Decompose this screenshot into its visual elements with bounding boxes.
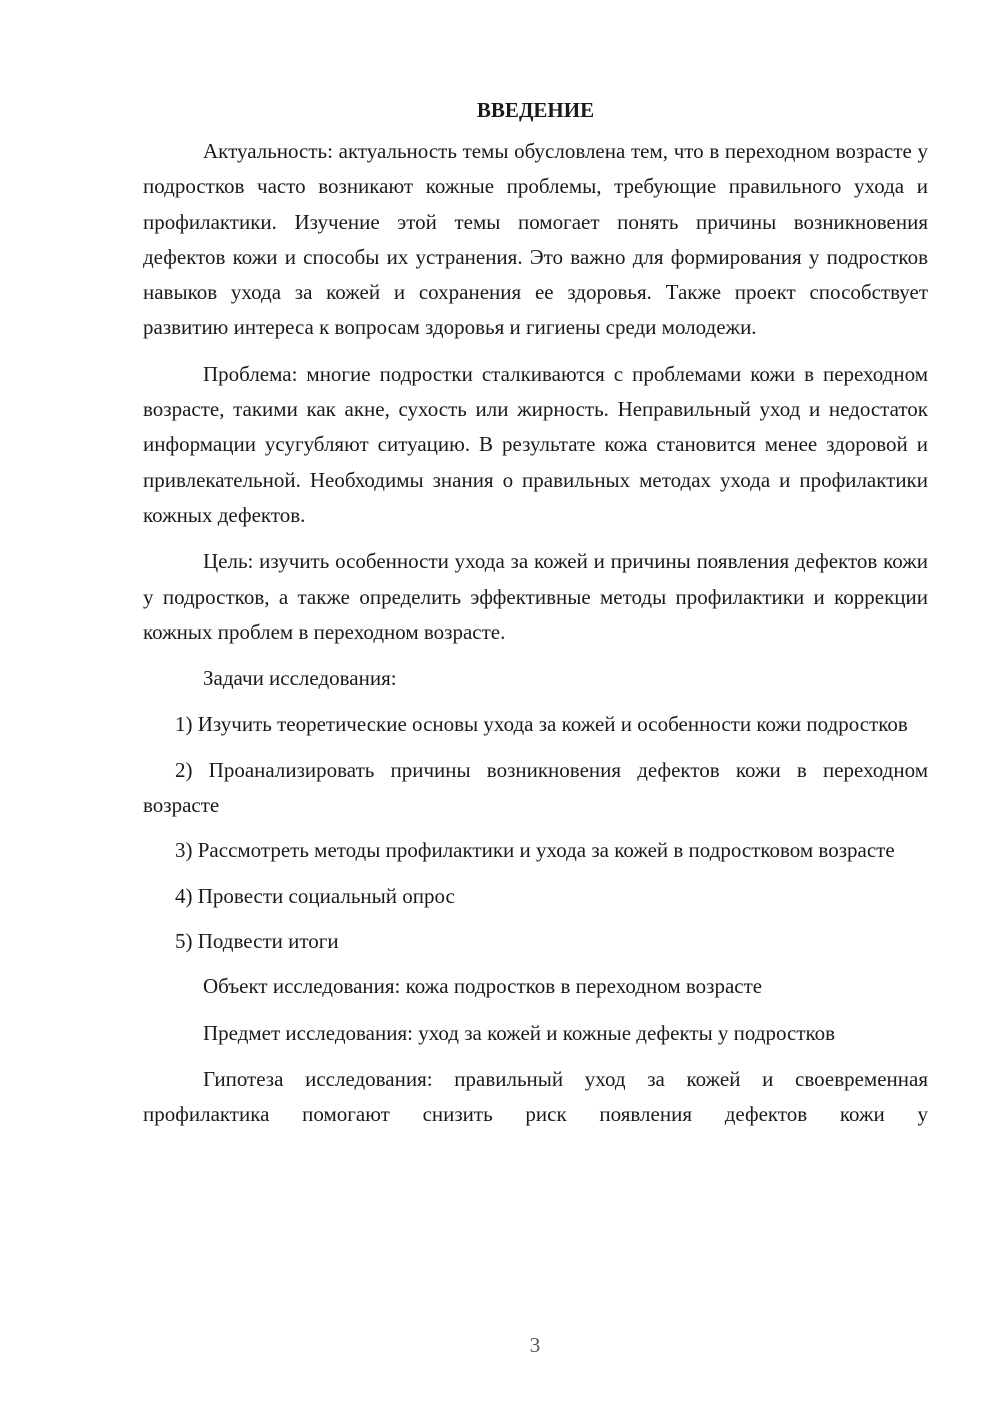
object-paragraph: Объект исследования: кожа подростков в переходном возрасте [203,974,763,999]
list-item: 5) Подвести итоги [175,928,339,953]
goal-paragraph: Цель: изучить особенности ухода за кожей и причины появления дефектов кожи у подростков, а также определить эффективные методы профилактики и коррекции кожных проблем в переходном возрасте. [143,549,928,644]
relevance-paragraph: Актуальность: актуальность темы обусловлена тем, что в переходном возрасте у подростков часто возникают кожные проблемы, требующие правильного ухода и профилактики. Изучение этой темы помогает понять причины возникновения дефектов кожи и способы их устранения. Это важно для формирования у подростков навыков ухода за кожей и сохранения ее здоровья. Также проект способствует развитию интереса к вопросам здоровья и гигиены среди молодежи. [143,139,928,340]
list-item: 2) Проанализировать причины возникновения дефектов кожи в переходном возрасте [143,757,928,818]
document-page [143,92,928,1143]
subject-paragraph: Предмет исследования: уход за кожей и кожные дефекты у подростков [203,1020,836,1045]
tasks-heading: Задачи исследования: [203,666,397,691]
hypothesis-paragraph: Гипотеза исследования: правильный уход за кожей и своевременная профилактика помогают снизить риск появления дефектов кожи у [143,1066,928,1127]
list-item: 3) Рассмотреть методы профилактики и ухода за кожей в подростковом возрасте [175,838,895,863]
page-number: 3 [529,1333,541,1357]
list-item: 4) Провести социальный опрос [175,883,455,908]
problem-paragraph: Проблема: многие подростки сталкиваются с проблемами кожи в переходном возрасте, такими как акне, сухость или жирность. Неправильный уход и недостаток информации усугубляют ситуацию. В результате кожа становится менее здоровой и привлекательной. Необходимы знания о правильных методах ухода и профилактики кожных дефектов. [143,361,928,527]
section-title: ВВЕДЕНИЕ [476,98,595,122]
list-item: 1) Изучить теоретические основы ухода за кожей и особенности кожи подростков [175,712,908,737]
